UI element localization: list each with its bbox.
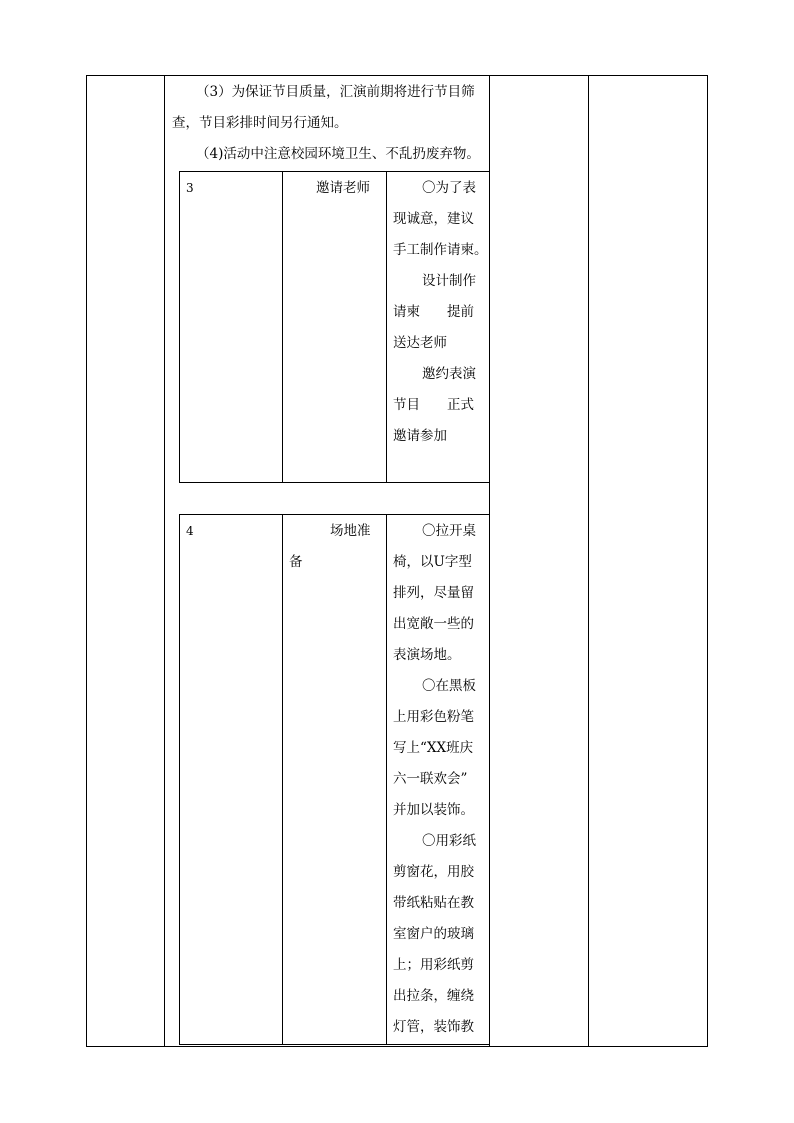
row4-content-line: 〇用彩纸 xyxy=(422,833,476,849)
outer-left-border xyxy=(86,75,87,1047)
row4-left-border xyxy=(179,514,180,1045)
intro-item3-line2: 查，节目彩排时间另行通知。 xyxy=(172,115,348,131)
row4-name-line2: 备 xyxy=(289,554,303,570)
row3-content-line: 现诚意，建议 xyxy=(393,211,474,227)
row3-left-border xyxy=(179,171,180,483)
row4-content-line: 写上“XX班庆 xyxy=(393,740,474,756)
row3-content-line: 节目 正式 xyxy=(393,397,474,413)
intro-item3-line1: （3）为保证节目质量，汇演前期将进行节目筛 xyxy=(196,84,475,100)
row4-divider-2 xyxy=(386,514,387,1045)
row4-content-line: 椅，以U字型 xyxy=(393,554,472,570)
outer-bottom-border xyxy=(86,1046,708,1047)
row4-divider-1 xyxy=(282,514,283,1045)
column-divider-2 xyxy=(489,75,490,1047)
row4-content-line: 出拉条，缠绕 xyxy=(393,988,474,1004)
row3-name: 邀请老师 xyxy=(316,180,370,196)
row3-content-line: 邀请参加 xyxy=(393,428,447,444)
row3-content-line: 送达老师 xyxy=(393,335,447,351)
row4-content-line: 出宽敞一些的 xyxy=(393,616,474,632)
row4-content-line: 表演场地。 xyxy=(393,647,461,663)
row3-divider-1 xyxy=(282,171,283,483)
column-divider-1 xyxy=(164,75,165,1047)
row4-top-border xyxy=(179,514,490,515)
row4-bottom-border xyxy=(179,1044,490,1045)
row3-content-line: 邀约表演 xyxy=(422,366,476,382)
row4-content-line: 剪窗花，用胶 xyxy=(393,864,474,880)
intro-item4: （4)活动中注意校园环境卫生、不乱扔废弃物。 xyxy=(196,146,480,162)
row4-content-line: 带纸粘贴在教 xyxy=(393,895,474,911)
column-divider-3 xyxy=(588,75,589,1047)
row3-content-line: 〇为了表 xyxy=(422,180,476,196)
row4-name-line1: 场地准 xyxy=(330,523,371,539)
row4-number: 4 xyxy=(186,524,194,538)
row3-number: 3 xyxy=(186,181,194,195)
row4-content-line: 上；用彩纸剪 xyxy=(393,957,474,973)
outer-right-border xyxy=(707,75,708,1047)
row4-content-line: 排列，尽量留 xyxy=(393,585,474,601)
row3-top-border xyxy=(179,171,490,172)
row4-content-line: 〇在黑板 xyxy=(422,678,476,694)
row4-content-line: 上用彩色粉笔 xyxy=(393,709,474,725)
row4-content-line: 〇拉开桌 xyxy=(422,523,476,539)
row4-content-line: 室窗户的玻璃 xyxy=(393,926,474,942)
row3-content-line: 手工制作请柬。 xyxy=(393,242,488,258)
row4-content-line: 并加以装饰。 xyxy=(393,802,474,818)
outer-top-border xyxy=(86,75,708,76)
spacer-row-line xyxy=(179,482,490,483)
row4-content-line: 六一联欢会” xyxy=(393,771,468,787)
row4-content-line: 灯管，装饰教 xyxy=(393,1019,474,1035)
row3-divider-2 xyxy=(386,171,387,483)
row3-content-line: 设计制作 xyxy=(422,273,476,289)
row3-content-line: 请柬 提前 xyxy=(393,304,474,320)
